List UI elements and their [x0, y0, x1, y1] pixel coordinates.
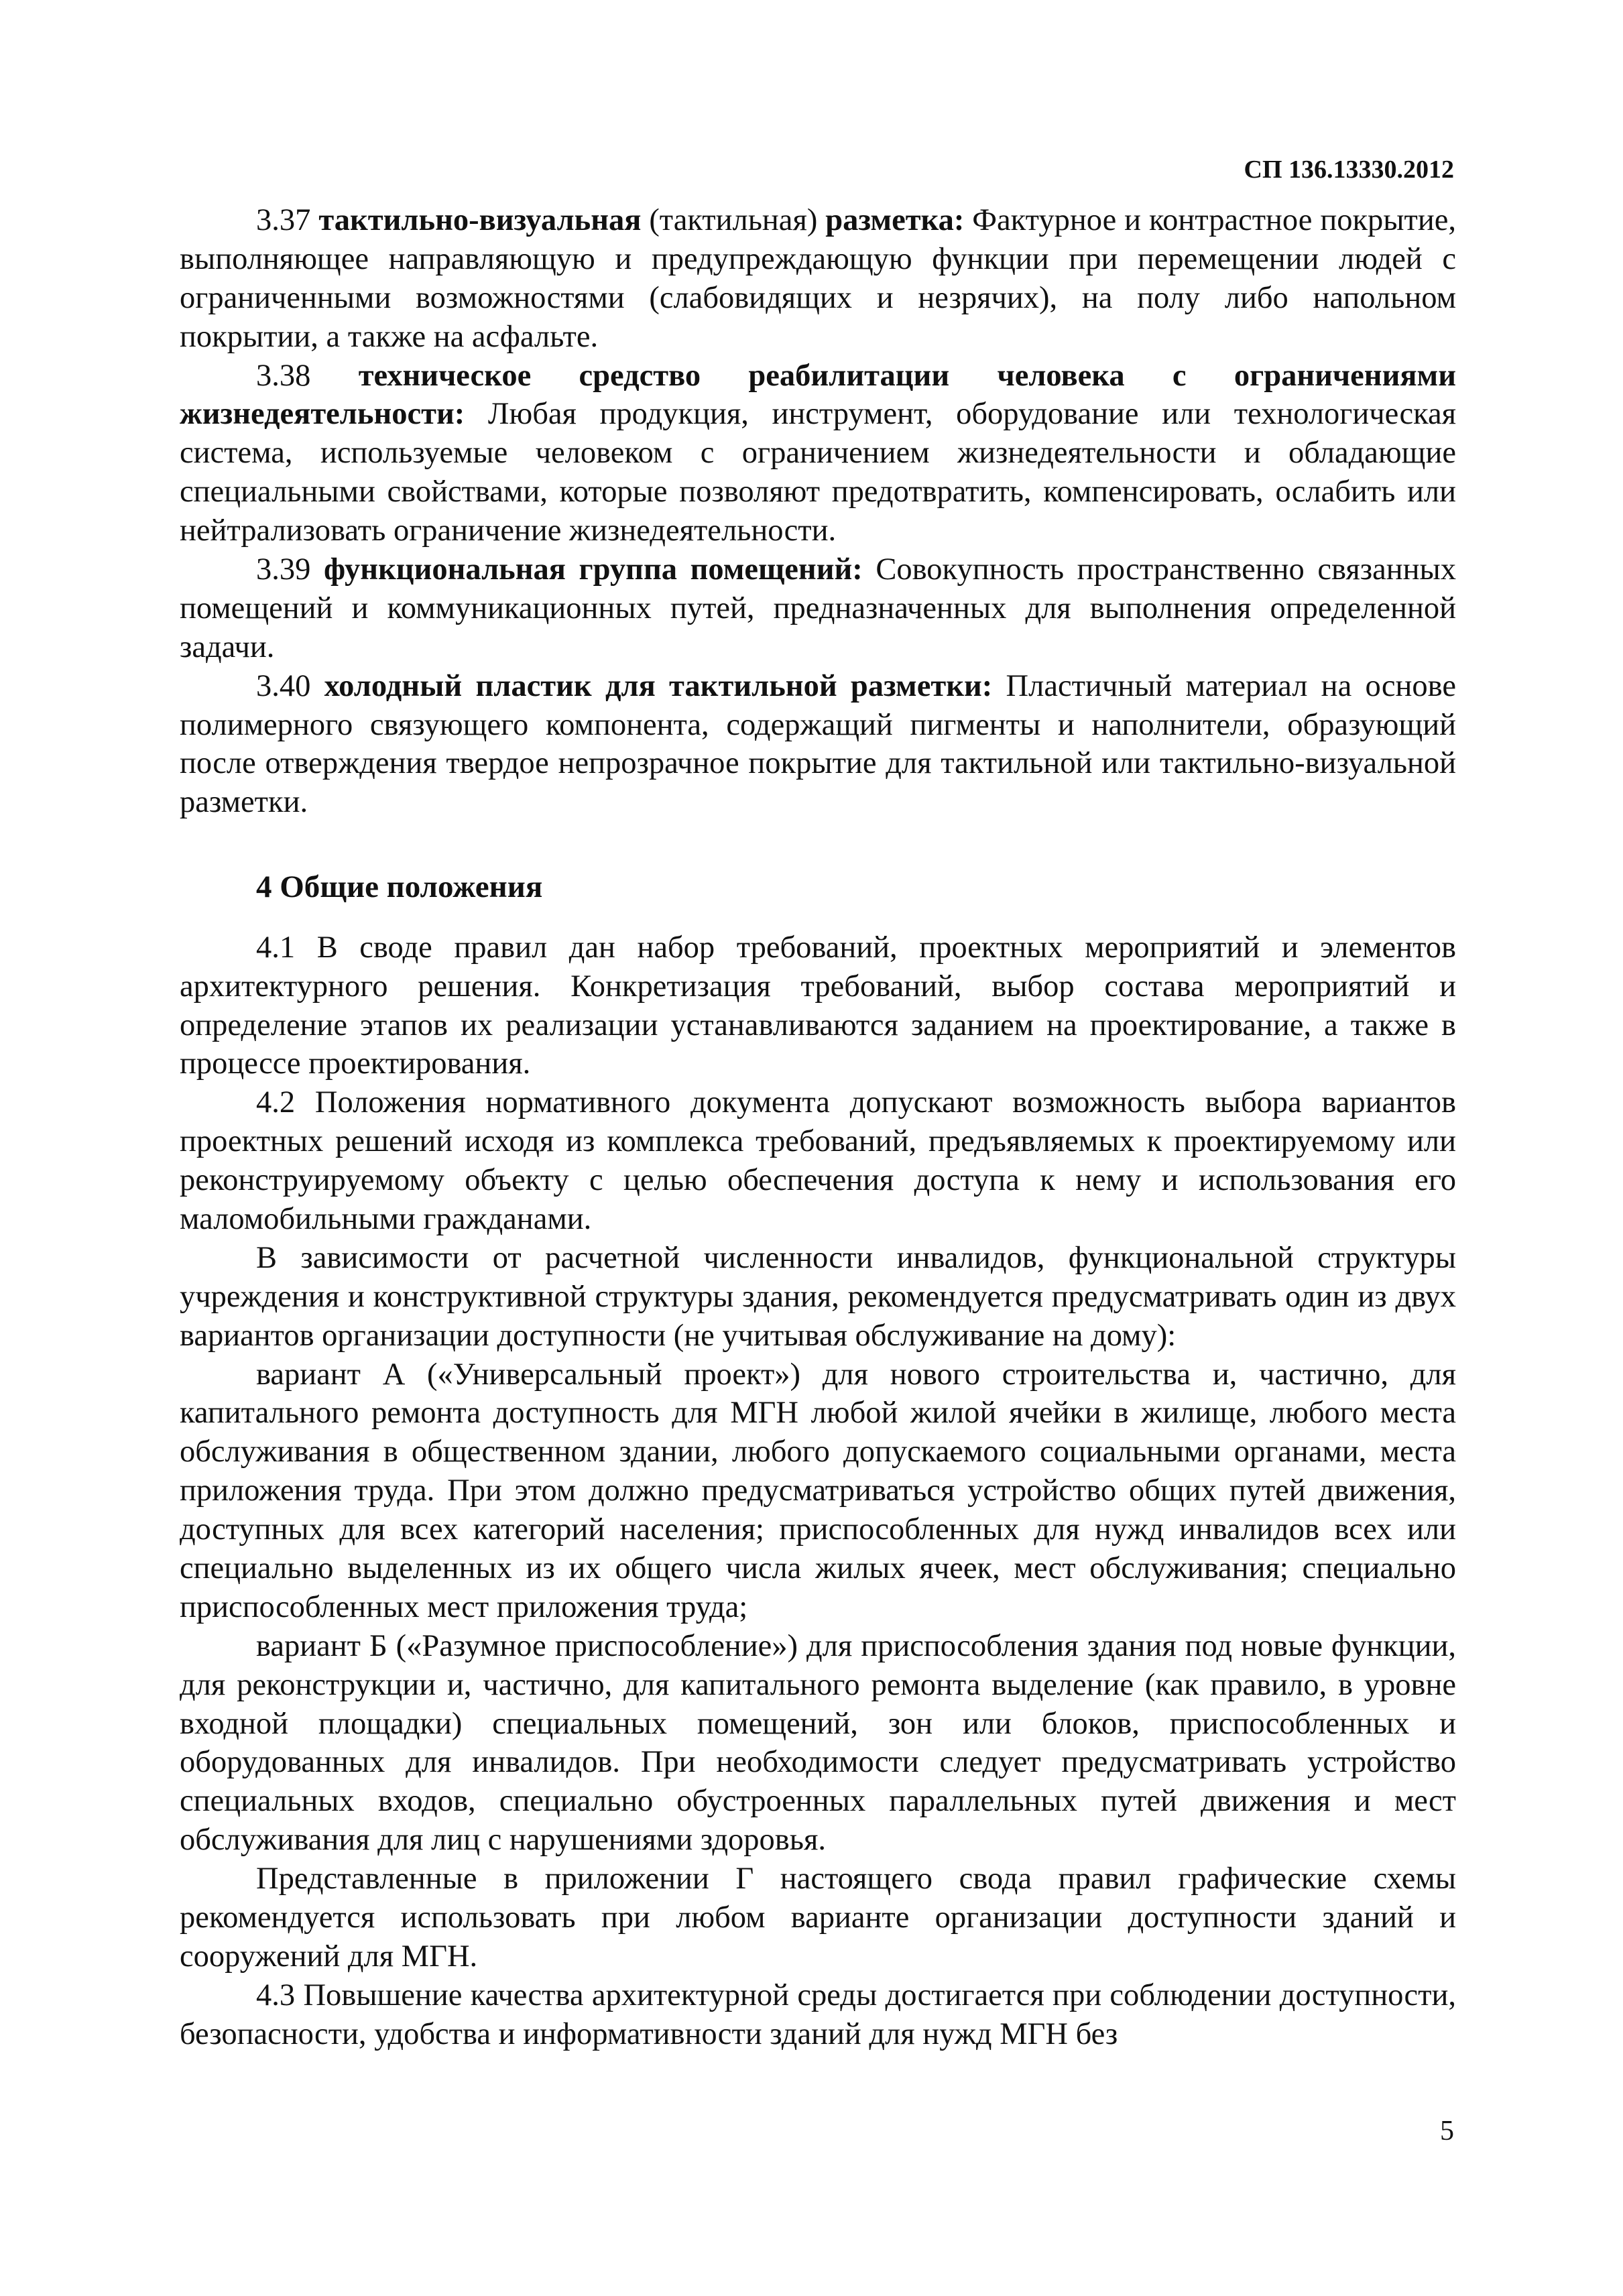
paragraph-variant-a: вариант А («Универсальный проект») для нового строительства и, частично, для капитального ремонта доступность для МГН любой жилой ячейки в жилище, любого места обслуживания в общественном здании, любого допускаемого социальными органами, места приложения труда. При этом должно предусматриваться устройство общих путей движения, доступных для всех категорий населения; приспособленных для нужд инвалидов всех или специально выделенных из их общего числа жилых ячеек, мест обслуживания; специально приспособленных мест приложения труда;	[180, 1357, 1456, 1624]
section-heading: 4 Общие положения	[256, 869, 543, 905]
paragraph-4-1: 4.1 В своде правил дан набор требований, проектных мероприятий и элементов архитектурного решения. Конкретизация требований, выбор состава мероприятий и определение этапов их реализации устанавливаются заданием на проектирование, а также в процессе проектирования.	[180, 930, 1456, 1081]
term: функциональная группа помещений:	[323, 552, 863, 587]
definition-text: Любая продукция, инструмент, оборудование или технологическая система, используемые человеком с ограничением жизнедеятельности и обладающие специальными свойствами, которые позволяют предотвратить, компенсировать, ослабить или нейтрализовать ограничение жизнедеятельности.	[180, 397, 1456, 548]
paragraph-appendix-g: Представленные в приложении Г настоящего свода правил графические схемы рекомендуется использовать при любом варианте организации доступности зданий и сооружений для МГН.	[180, 1862, 1456, 1974]
page-number: 5	[1440, 2116, 1454, 2147]
definition-3-39	[180, 550, 1456, 667]
term: разметка:	[825, 203, 965, 237]
definition-text: Совокупность пространственно связанных помещений и коммуникационных путей, предназначенных для выполнения определенной задачи.	[180, 552, 1456, 664]
paragraph-4-2: 4.2 Положения нормативного документа допускают возможность выбора вариантов проектных решений исходя из комплекса требований, предъявляемых к проектируемому или реконструируемому объекту с целью обеспечения доступа к нему и использования его маломобильными гражданами.	[180, 1085, 1456, 1236]
paragraph-variant-b: вариант Б («Разумное приспособление») для приспособления здания под новые функции, для реконструкции и, частично, для капитального ремонта выделение (как правило, в уровне входной площадки) специальных помещений, зон или блоков, приспособленных и оборудованных для инвалидов. При необходимости следует предусматривать устройство специальных входов, специально обустроенных параллельных путей движения и мест обслуживания для лиц с нарушениями здоровья.	[180, 1628, 1456, 1858]
definition-3-37	[180, 201, 1456, 357]
definition-text: Пластичный материал на основе полимерного связующего компонента, содержащий пигменты и наполнители, образующий после отверждения твердое непрозрачное покрытие для тактильной или тактильно-визуальной разметки.	[180, 668, 1456, 820]
definition-3-38	[180, 357, 1456, 550]
term: техническое средство реабилитации человека с ограничениями жизнедеятельности:	[180, 358, 1457, 432]
definition-3-40	[180, 667, 1456, 823]
paragraph-variants-intro: В зависимости от расчетной численности инвалидов, функциональной структуры учреждения и конструктивной структуры здания, рекомендуется предусматривать один из двух вариантов организации доступности (не учитывая обслуживание на дому):	[180, 1240, 1456, 1353]
definition-text: Фактурное и контрастное покрытие, выполняющее направляющую и предупреждающую функции при перемещении людей с ограниченными возможностями (слабовидящих и незрячих), на полу либо напольном покрытии, а также на асфальте.	[180, 203, 1457, 354]
page-content	[180, 201, 1456, 2054]
paragraph-4-3: 4.3 Повышение качества архитектурной среды достигается при соблюдении доступности, безопасности, удобства и информативности зданий для нужд МГН без	[180, 1978, 1456, 2051]
document-code: СП 136.13330.2012	[1244, 156, 1454, 184]
clause-number: 3.38	[256, 358, 311, 393]
clause-number: 3.40	[256, 668, 311, 703]
term-note: (тактильная)	[641, 203, 826, 237]
term: холодный пластик для тактильной разметки:	[324, 668, 993, 703]
clause-number: 3.37	[256, 203, 311, 237]
clause-number: 3.39	[256, 552, 311, 587]
term: тактильно-визуальная	[318, 203, 642, 237]
